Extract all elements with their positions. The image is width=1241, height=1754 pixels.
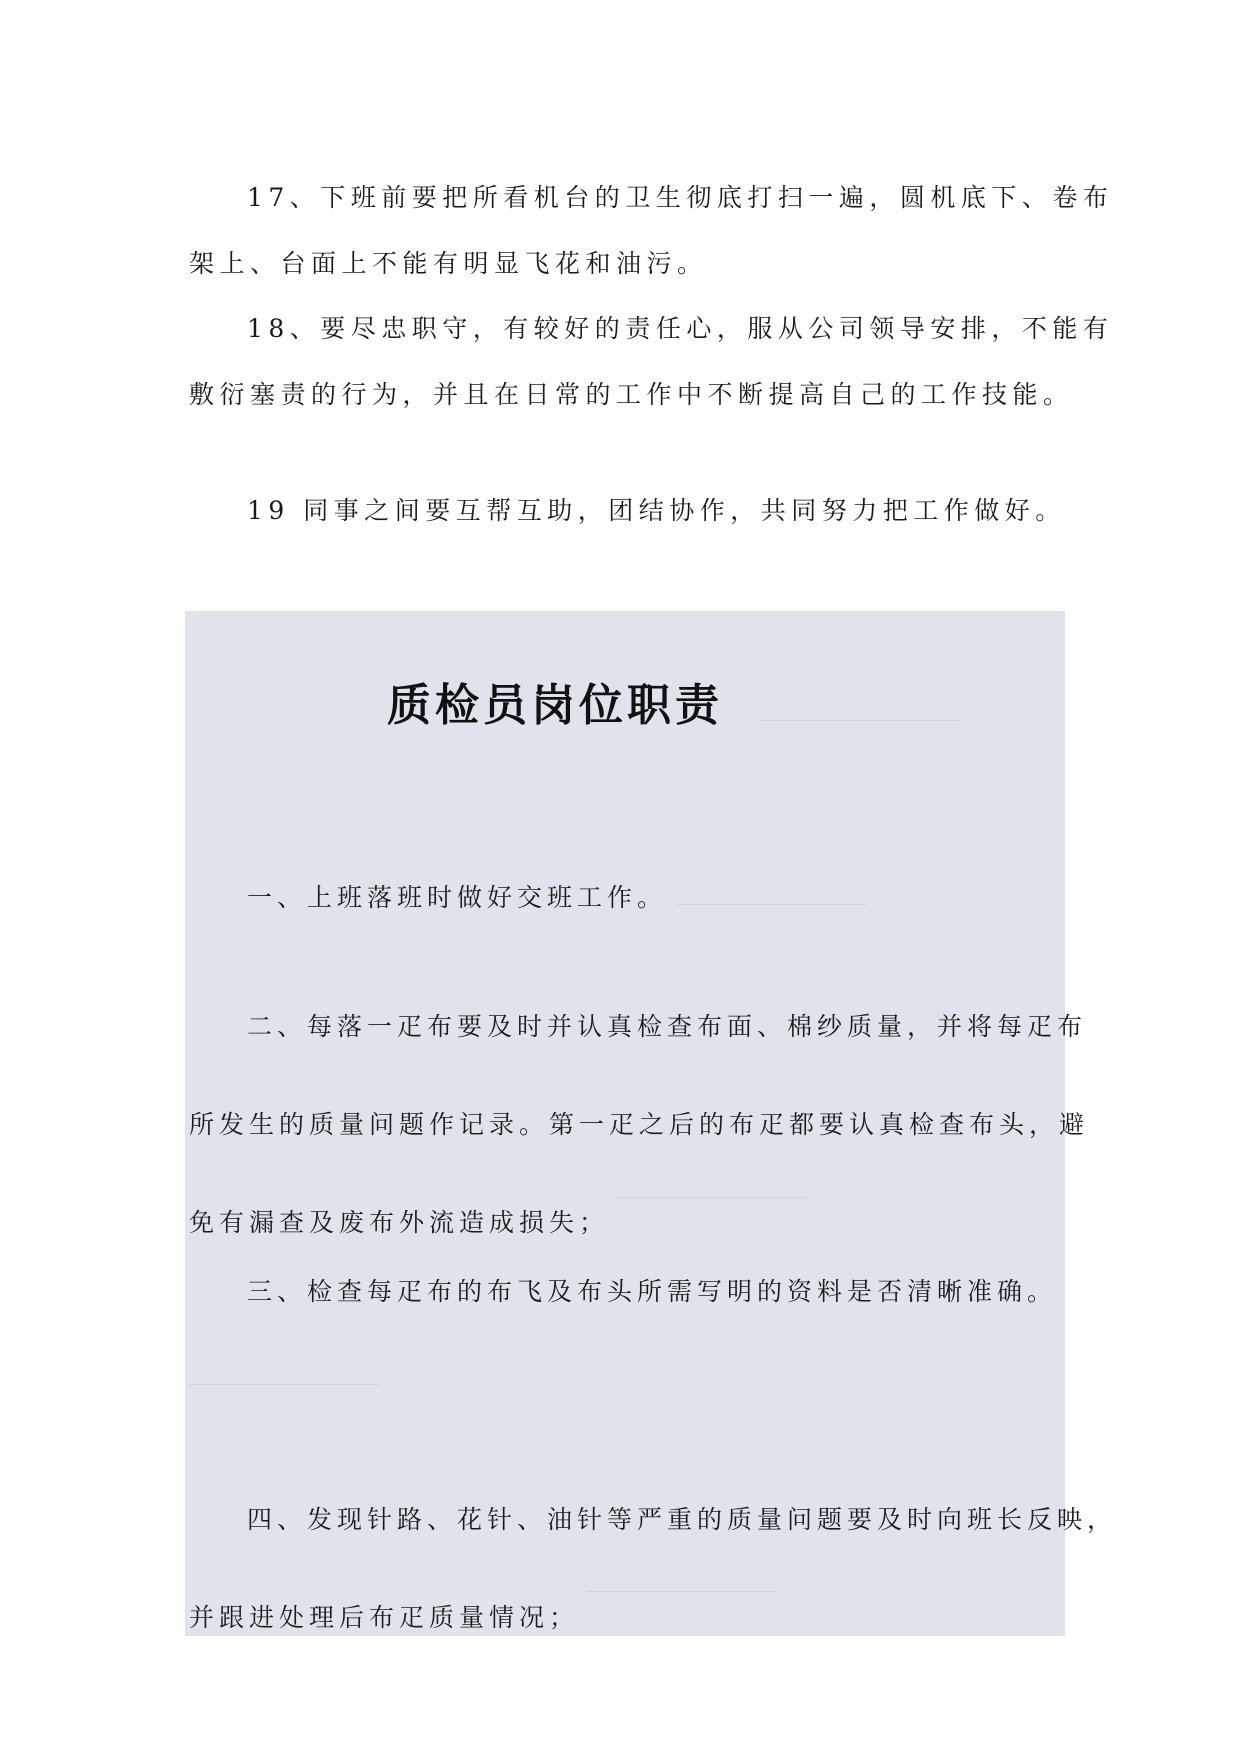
paragraph-line: 四、发现针路、花针、油针等严重的质量问题要及时向班长反映， [247,1505,1118,1534]
divider-line [676,904,866,905]
paragraph-line: 并跟进处理后布疋质量情况； [189,1603,580,1632]
paragraph-line: 三、检查每疋布的布飞及布头所需写明的资料是否清晰准确。 [247,1277,1058,1306]
divider-line [586,1591,776,1592]
paragraph-item-19 [189,492,1066,530]
paragraph-item-17 [189,165,1114,297]
paragraph-line: 19 同事之间要互帮互助，团结协作，共同努力把工作做好。 [247,496,1066,525]
section-title: 质检员岗位职责 [387,680,723,731]
duty-item-1 [189,878,1051,918]
duty-item-3 [189,1272,1058,1312]
paragraph-line: 二、每落一疋布要及时并认真检查布面、棉纱质量，并将每疋布 [247,1012,1088,1041]
paragraph-line: 17、下班前要把所看机台的卫生彻底打扫一遍，圆机底下、卷布 [247,183,1114,212]
duty-item-2 [189,978,1090,1272]
duty-item-4 [189,1471,1118,1667]
divider-line [189,1384,379,1385]
paragraph-line: 免有漏查及废布外流造成损失； [189,1208,610,1237]
paragraph-item-18 [189,296,1114,428]
divider-line [616,1197,806,1198]
paragraph-line: 架上、台面上不能有明显飞花和油污。 [189,249,708,278]
paragraph-line: 一、上班落班时做好交班工作。 [247,883,668,912]
paragraph-line: 所发生的质量问题作记录。第一疋之后的布疋都要认真检查布头，避 [189,1110,1090,1139]
divider-line [760,720,960,721]
paragraph-line: 敷衍塞责的行为，并且在日常的工作中不断提高自己的工作技能。 [189,380,1074,409]
paragraph-line: 18、要尽忠职守，有较好的责任心，服从公司领导安排，不能有 [247,314,1114,343]
